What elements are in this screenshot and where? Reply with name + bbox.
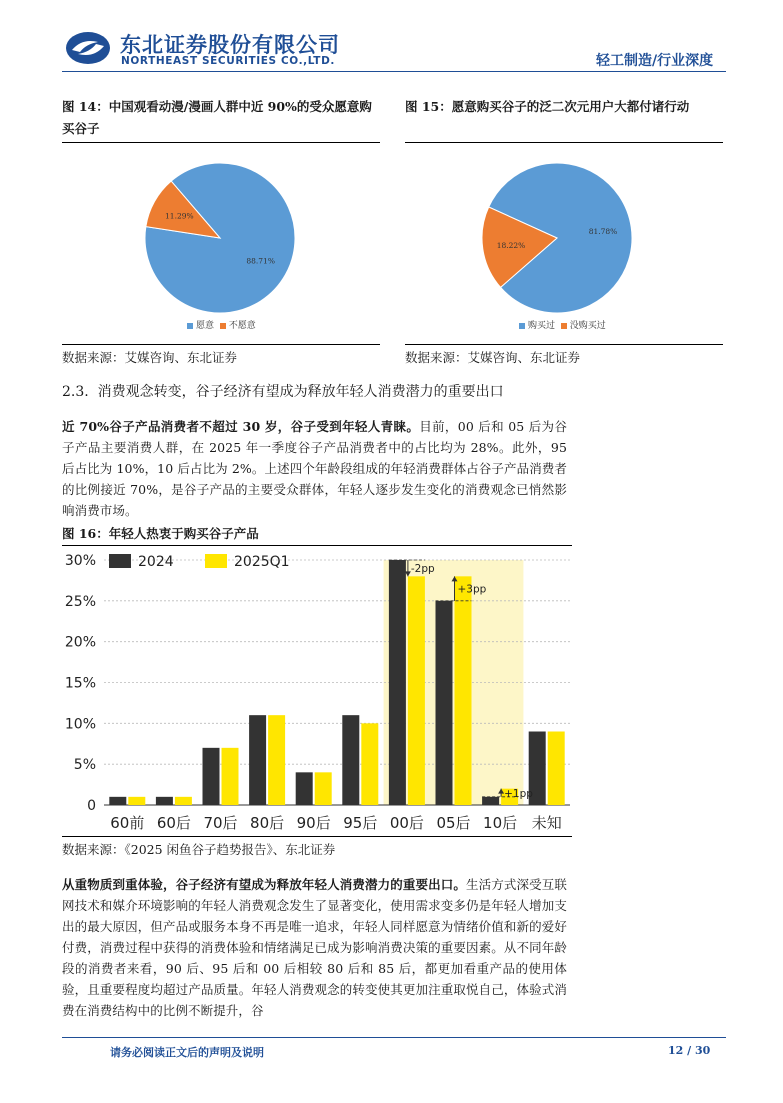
x-tick-label: 10后	[483, 814, 518, 832]
paragraph-2-body: 生活方式深受互联网技术和媒介环境影响的年轻人消费观念发生了显著变化，使用需求变多仍是年轻人增加支出的最大原因，但产品或服务本身不再是唯一追求，年轻人同样愿意为情绪价值和新的爱好付费，消费过程中获得的消费体验和情绪满足已成为影响消费决策的重要因素。从不同年龄段的消费者来看，90 后、95 后和 00 后相较 80 后和 85 后，都更加看重产品的使用体验，且重要程度均超过产品质量。年轻人消费观念的转变使其更加注重取悦自己，体验式消费在消费结构中的比例不断提升，谷	[62, 877, 567, 1018]
bar-2025Q1-05后	[455, 576, 472, 805]
page-number: 12 / 30	[668, 1044, 711, 1057]
bar-2025Q1-95后	[361, 723, 378, 805]
x-tick-label: 05后	[436, 814, 471, 832]
annotation-label: -2pp	[410, 563, 435, 576]
legend-swatch-2025Q1	[205, 554, 227, 568]
company-name-cn: 东北证券股份有限公司	[120, 33, 340, 57]
fig16-source: 数据来源：《2025 闲鱼谷子趋势报告》、东北证券	[62, 842, 336, 857]
fig14-bottom-rule	[62, 344, 380, 345]
x-tick-label: 60前	[110, 814, 145, 832]
legend-label-2024: 2024	[138, 554, 174, 570]
paragraph-1	[62, 416, 567, 521]
fig14-legend	[187, 318, 256, 331]
y-tick-label: 20%	[64, 634, 96, 651]
y-tick-label: 25%	[64, 593, 96, 610]
report-type: 轻工制造/行业深度	[596, 53, 714, 69]
section-title: 消费观念转变，谷子经济有望成为释放年轻人消费潜力的重要出口	[97, 384, 504, 400]
section-heading	[62, 381, 504, 401]
footer-divider	[62, 1037, 726, 1038]
fig14-slice-label-1: 88.71%	[246, 256, 275, 266]
bar-2024-10后	[482, 797, 499, 805]
fig15-pie	[405, 146, 723, 346]
fig15-slice-label-1: 81.78%	[588, 227, 618, 237]
x-tick-label: 95后	[343, 814, 378, 832]
logo-icon	[64, 30, 112, 66]
y-tick-label: 15%	[64, 675, 96, 692]
bar-2024-00后	[389, 560, 406, 805]
legend-swatch-2024	[109, 554, 131, 568]
bar-2025Q1-未知	[548, 732, 565, 806]
fig15-legend-2: 没购买过	[569, 321, 606, 331]
bar-2025Q1-60后	[175, 797, 192, 805]
y-tick-label: 0	[87, 798, 96, 814]
bar-2025Q1-00后	[408, 576, 425, 805]
paragraph-2	[62, 874, 567, 1021]
y-tick-label: 10%	[64, 716, 96, 733]
x-tick-label: 60后	[156, 814, 191, 832]
paragraph-2-lead: 从重物质到重体验，谷子经济有望成为释放年轻人消费潜力的重要出口。	[62, 877, 467, 892]
section-number: 2.3.	[62, 384, 89, 400]
fig15-legend	[519, 318, 606, 331]
bar-2024-95后	[342, 715, 359, 805]
fig15-top-rule	[405, 142, 723, 143]
fig16-top-rule	[62, 545, 572, 546]
legend-label-2025Q1: 2025Q1	[234, 554, 290, 570]
x-tick-label: 70后	[203, 814, 238, 832]
legend-swatch	[187, 323, 193, 329]
bar-2025Q1-70后	[222, 748, 239, 805]
fig15-title: 图 15：愿意购买谷子的泛二次元用户大都付诸行动	[405, 99, 690, 114]
x-tick-label: 未知	[531, 814, 562, 832]
x-tick-label: 00后	[389, 814, 424, 832]
fig16-bottom-rule	[62, 836, 572, 837]
fig14-slice-label-2: 11.29%	[165, 211, 194, 221]
bar-2024-05后	[436, 601, 453, 805]
bar-2025Q1-80后	[268, 715, 285, 805]
fig15-legend-1: 购买过	[528, 321, 556, 331]
company-logo	[64, 30, 112, 66]
bar-2024-60前	[109, 797, 126, 805]
fig14-legend-2: 不愿意	[228, 321, 256, 331]
fig16-title: 图 16：年轻人热衷于购买谷子产品	[62, 526, 259, 541]
bar-2025Q1-60前	[128, 797, 145, 805]
fig15-bottom-rule	[405, 344, 723, 345]
fig15-slice-label-2: 18.22%	[496, 240, 526, 250]
annotation-label: +1pp	[504, 787, 533, 800]
fig16-bar-chart	[62, 548, 574, 836]
fig14-source: 数据来源：艾媒咨询、东北证券	[62, 350, 238, 365]
fig14-title: 图 14：中国观看动漫/漫画人群中近 90%的受众愿意购买谷子	[62, 99, 372, 136]
legend-swatch	[519, 323, 525, 329]
header-divider	[62, 71, 726, 72]
fig14-legend-1: 愿意	[196, 321, 215, 331]
y-tick-label: 5%	[73, 757, 96, 774]
bar-2024-70后	[203, 748, 220, 805]
paragraph-1-lead: 近 70%谷子产品消费者不超过 30 岁，谷子受到年轻人青睐。	[62, 419, 420, 434]
y-tick-label: 30%	[64, 553, 96, 569]
legend-swatch	[220, 323, 226, 329]
bar-2024-90后	[296, 772, 313, 805]
bar-2024-60后	[156, 797, 173, 805]
footer-disclaimer: 请务必阅读正文后的声明及说明	[110, 1046, 264, 1059]
annotation-label: +3pp	[457, 583, 487, 596]
x-tick-label: 80后	[250, 814, 285, 832]
bar-2025Q1-90后	[315, 772, 332, 805]
company-name-en: NORTHEAST SECURITIES CO.,LTD.	[121, 55, 335, 67]
fig14-top-rule	[62, 142, 380, 143]
fig14-pie	[62, 146, 380, 346]
bar-2024-80后	[249, 715, 266, 805]
fig15-source: 数据来源：艾媒咨询、东北证券	[405, 350, 581, 365]
paragraph-1-body: 目前，00 后和 05 后为谷子产品主要消费人群，在 2025 年一季度谷子产品消费者中的占比均为 28%。此外，95 后占比为 10%，10 后占比为 2%。上述四个年龄段组成的年轻消费群体占谷子产品消费者的比例接近 70%，是谷子产品的主要受众群体，年轻人逐步发生变化的消费观念已悄然影响消费市场。	[62, 419, 568, 518]
legend-swatch	[561, 323, 567, 329]
x-tick-label: 90后	[296, 814, 331, 832]
